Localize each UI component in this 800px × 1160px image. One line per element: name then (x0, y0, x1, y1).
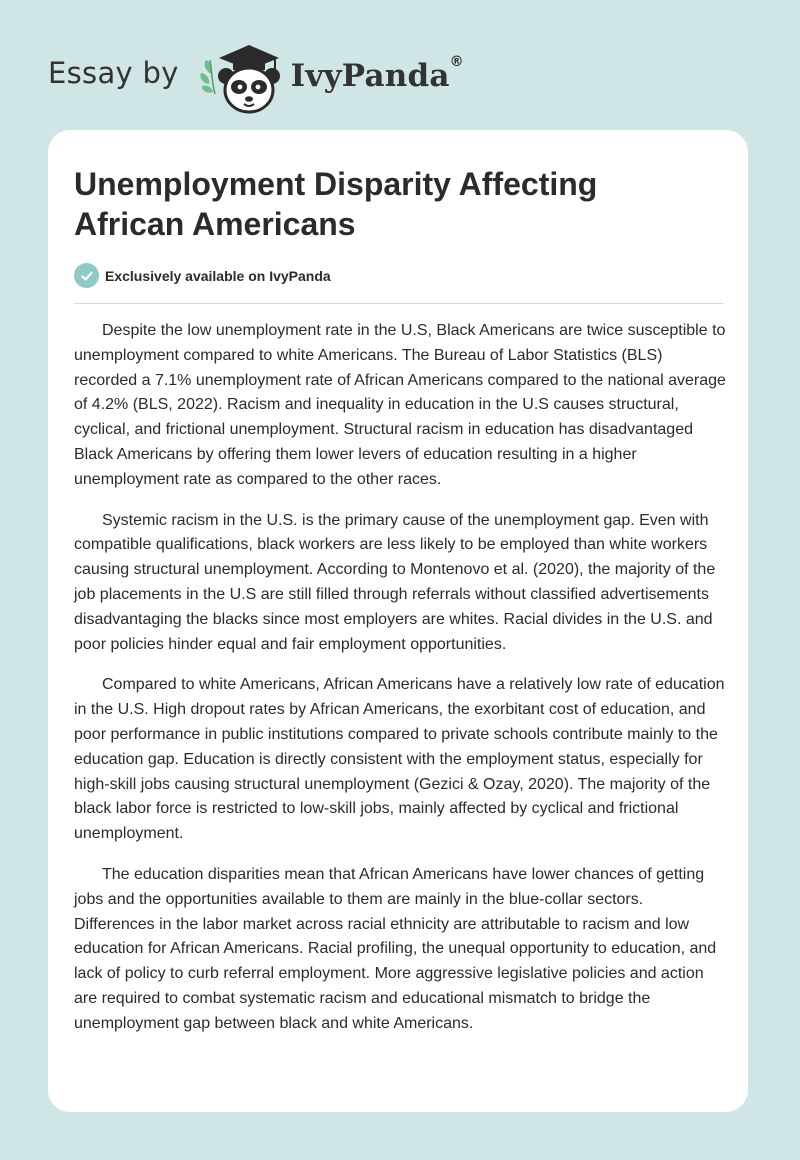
ivypanda-logo[interactable] (197, 36, 289, 116)
essay-title: Unemployment Disparity Affecting African Americans (74, 166, 598, 242)
essay-by-label: Essay by (48, 56, 179, 90)
exclusive-badge-label: Exclusively available on IvyPanda (105, 267, 331, 284)
brand-text: IvyPanda (290, 58, 450, 94)
registered-mark: ® (449, 54, 464, 70)
check-icon (74, 263, 99, 288)
panda-graduate-icon (197, 36, 289, 116)
brand-name[interactable] (290, 54, 464, 94)
essay-body (74, 319, 726, 1053)
site-header (48, 36, 464, 116)
paragraph: Despite the low unemployment rate in the U.S, Black Americans are twice susceptible to unemployment compared to white Americans. The Bureau of Labor Statistics (BLS) recorded a 7.1% unemployment rate of African Americans compared to the national average of 4.2% (BLS, 2022). Racism and inequality in education in the U.S causes structural, cyclical, and frictional unemployment. Structural racism in education has disadvantaged Black Americans by offering them lower levers of education resulting in a higher unemployment rate as compared to the other races. (74, 322, 726, 488)
essay-card (48, 130, 748, 1112)
title-divider (74, 303, 723, 304)
paragraph: The education disparities mean that African Americans have lower chances of getting jobs and the opportunities available to them are mainly in the blue-collar sectors. Differences in the labor market across racial ethnicity are attributable to racism and low education for African Americans. Racial profiling, the unequal opportunity to education, and lack of policy to curb referral employment. More aggressive legislative policies and action are required to combat systematic racism and educational mismatch to bridge the unemployment gap between black and white Americans. (74, 865, 717, 1032)
paragraph: Systemic racism in the U.S. is the primary cause of the unemployment gap. Even with compatible qualifications, black workers are less likely to be employed than white workers causing structural unemployment. According to Montenovo et al. (2020), the majority of the job placements in the U.S are still filled through referrals without classified advertisements disadvantaging the blacks since most employers are whites. Racial divides in the U.S. and poor policies hinder equal and fair employment opportunities. (74, 511, 716, 653)
paragraph: Compared to white Americans, African Americans have a relatively low rate of education in the U.S. High dropout rates by African Americans, the exorbitant cost of education, and poor performance in public institutions compared to private schools contribute mainly to the education gap. Education is directly consistent with the employment status, especially for high-skill jobs causing structural unemployment (Gezici & Ozay, 2020). The majority of the black labor force is restricted to low-skill jobs, mainly affected by cyclical and frictional unemployment. (74, 676, 725, 843)
exclusive-badge (74, 263, 331, 288)
